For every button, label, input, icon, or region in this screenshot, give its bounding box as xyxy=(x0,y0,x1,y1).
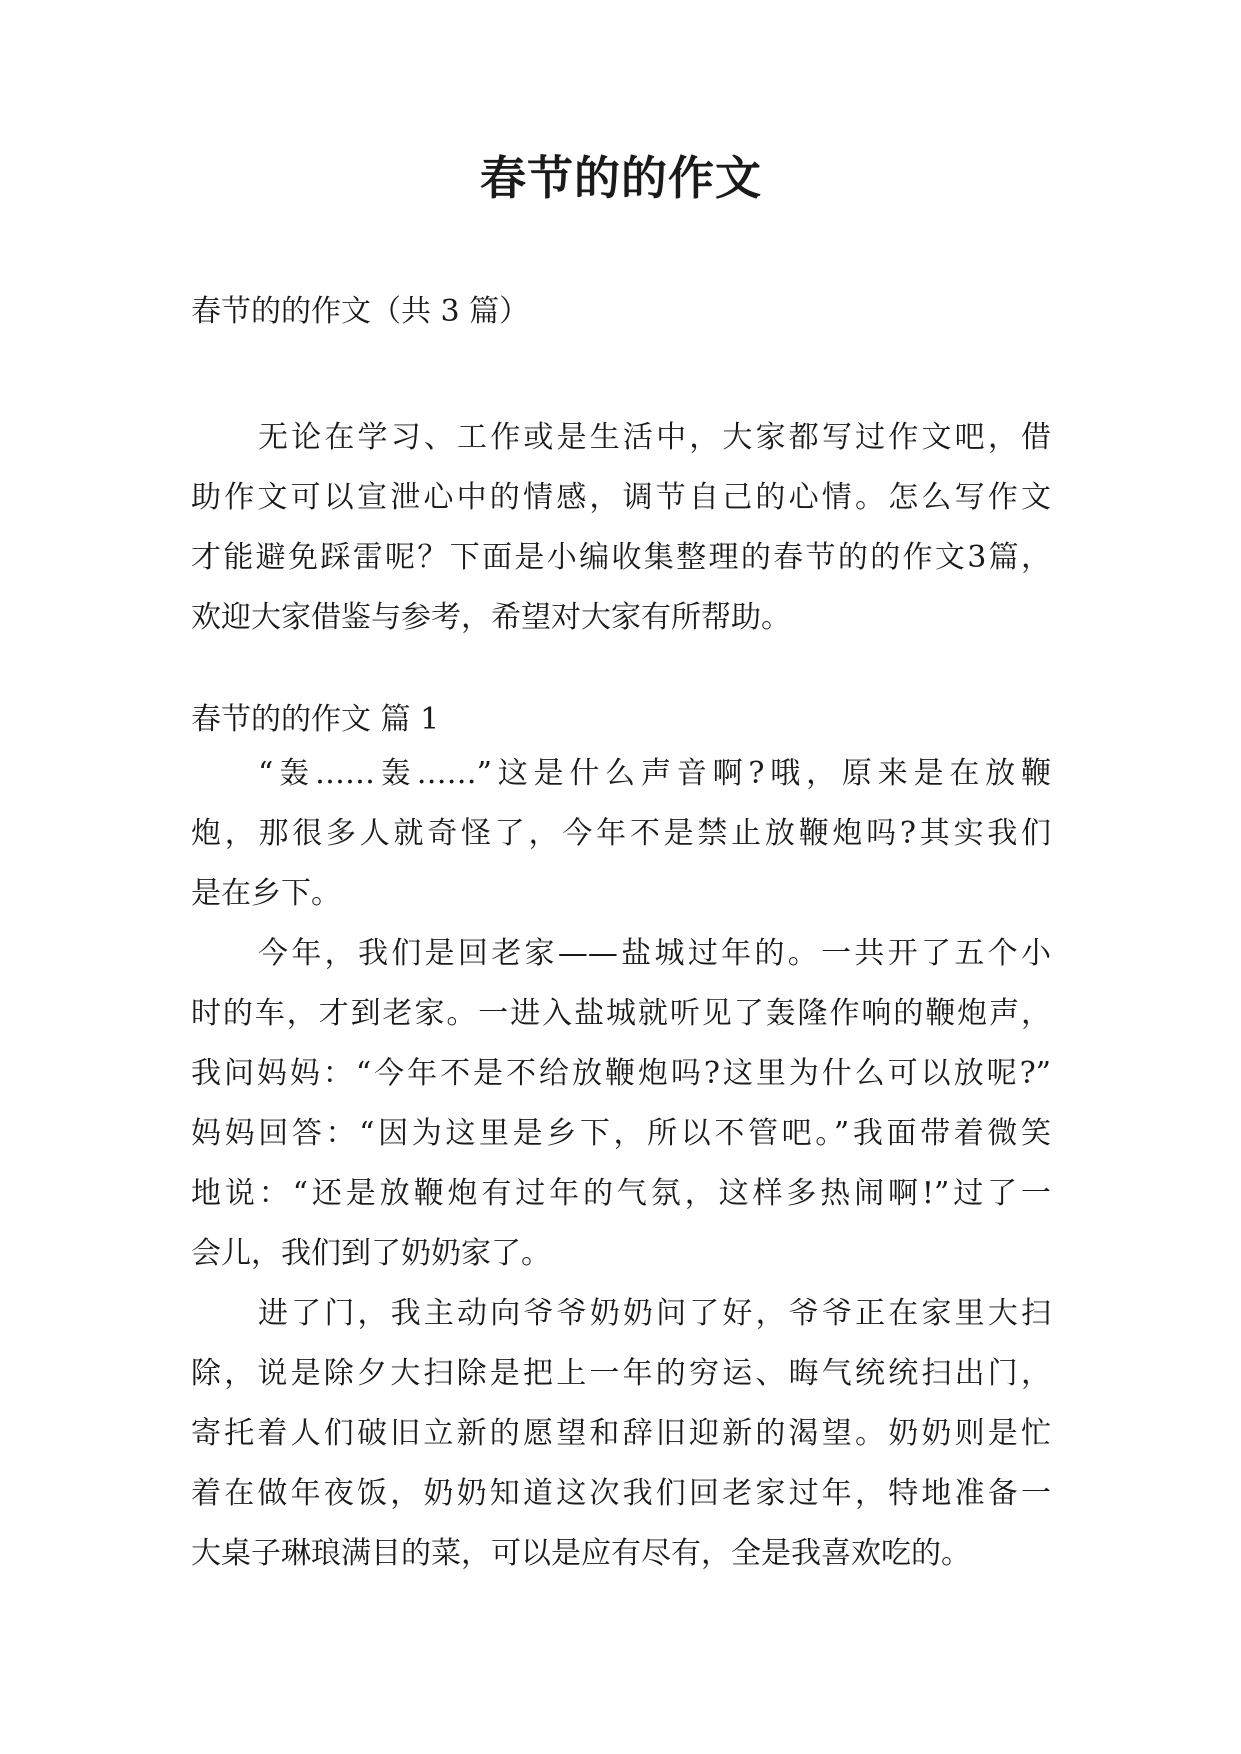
text-line: 是在乡下。 xyxy=(191,876,341,911)
text-line: 进了门，我主动向爷爷奶奶问了好，爷爷正在家里大扫 xyxy=(258,1296,1051,1331)
text-line: 地说：“还是放鞭炮有过年的气氛，这样多热闹啊!”过了一 xyxy=(191,1176,1051,1211)
text-line: 才能避免踩雷呢？下面是小编收集整理的春节的的作文3篇， xyxy=(191,540,1051,575)
text-line: 无论在学习、工作或是生活中，大家都写过作文吧，借 xyxy=(258,420,1051,455)
article-paragraph xyxy=(191,924,1051,1284)
document-title: 春节的的作文 xyxy=(480,151,762,205)
text-line: 寄托着人们破旧立新的愿望和辞旧迎新的渴望。奶奶则是忙 xyxy=(191,1416,1051,1451)
text-line: 欢迎大家借鉴与参考，希望对大家有所帮助。 xyxy=(191,600,791,635)
text-line: 时的车，才到老家。一进入盐城就听见了轰隆作响的鞭炮声， xyxy=(191,996,1051,1031)
text-line: 我问妈妈：“今年不是不给放鞭炮吗?这里为什么可以放呢?” xyxy=(191,1056,1051,1091)
text-line: 着在做年夜饭，奶奶知道这次我们回老家过年，特地准备一 xyxy=(191,1476,1051,1511)
intro-paragraph xyxy=(191,408,1051,648)
section-heading: 春节的的作文 篇 1 xyxy=(191,702,440,737)
text-line: 炮，那很多人就奇怪了，今年不是禁止放鞭炮吗?其实我们 xyxy=(191,816,1051,851)
document-subtitle: 春节的的作文（共 3 篇） xyxy=(191,294,530,329)
text-line: “轰……轰……”这是什么声音啊?哦，原来是在放鞭 xyxy=(258,756,1051,791)
text-line: 妈妈回答：“因为这里是乡下，所以不管吧。”我面带着微笑 xyxy=(191,1116,1051,1151)
text-line: 会儿，我们到了奶奶家了。 xyxy=(191,1236,551,1271)
text-line: 除，说是除夕大扫除是把上一年的穷运、晦气统统扫出门， xyxy=(191,1356,1051,1391)
article-paragraph xyxy=(191,744,1051,924)
text-line: 大桌子琳琅满目的菜，可以是应有尽有，全是我喜欢吃的。 xyxy=(191,1536,971,1571)
article-section xyxy=(191,700,1051,1584)
text-line: 助作文可以宣泄心中的情感，调节自己的心情。怎么写作文 xyxy=(191,480,1051,515)
article-paragraph xyxy=(191,1284,1051,1584)
text-line: 今年，我们是回老家——盐城过年的。一共开了五个小 xyxy=(258,936,1051,971)
